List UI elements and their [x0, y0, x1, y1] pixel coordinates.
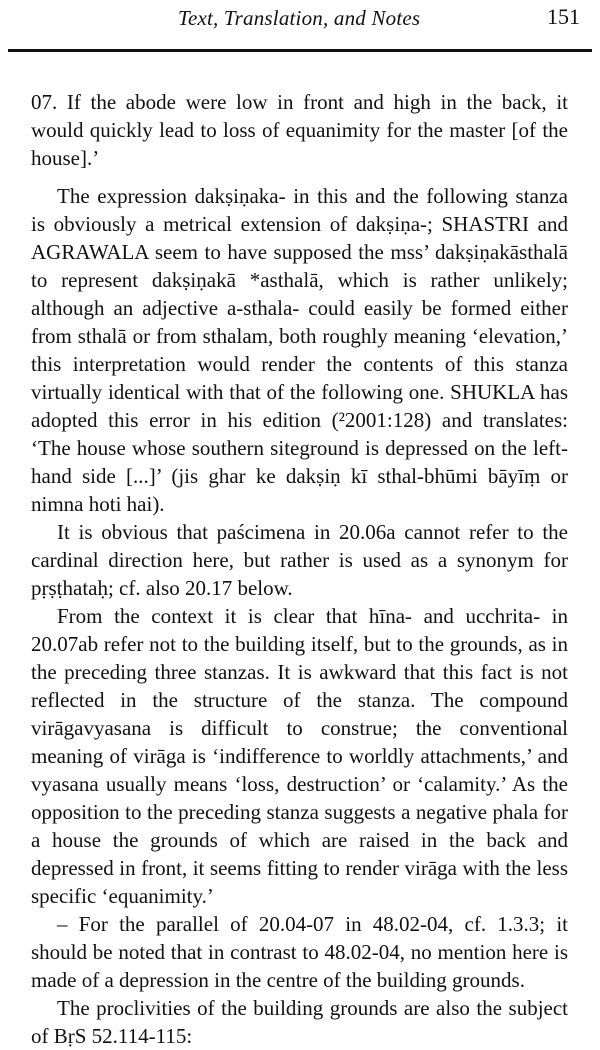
paragraph-parallel-note: – For the parallel of 20.04-07 in 48.02-04, cf. 1.3.3; it should be noted that in contrast to 48.02-04, no mention here is made of a depression in the centre of the building grounds.: [31, 912, 568, 992]
running-header: [0, 6, 600, 32]
paragraph-proclivities-note: The proclivities of the building grounds are also the subject of BṛS 52.114-115:: [31, 996, 568, 1048]
body-text: [31, 88, 568, 1050]
header-rule: [8, 49, 592, 52]
paragraph-expression-note: The expression dakṣiṇaka- in this and the following stanza is obviously a metrical extension of dakṣiṇa-; SHASTRI and AGRAWALA seem to have supposed the mss’ dakṣiṇakāsthalā to represent dakṣiṇakā *asthalā, which is rather unlikely; although an adjective a-sthala- could easily be formed either from sthalā or from sthalam, both roughly meaning ‘elevation,’ this interpretation would render the contents of this stanza virtually identical with that of the following one. SHUKLA has adopted this error in his edition (²2001:128) and translates: ‘The house whose southern siteground is depressed on the left-hand side [...]’ (jis ghar ke dakṣiṇ kī sthal-bhūmi bāyīṃ or nimna hoti hai).: [31, 184, 568, 516]
page-number: 151: [547, 4, 580, 29]
running-title: Text, Translation, and Notes: [178, 6, 421, 30]
paragraph-pascimena-note: It is obvious that paścimena in 20.06a cannot refer to the cardinal direction here, but rather is used as a synonym for pṛṣṭhataḥ; cf. also 20.17 below.: [31, 520, 568, 600]
paragraph-translation-07: 07. If the abode were low in front and high in the back, it would quickly lead to loss of equanimity for the master [of the house].’: [31, 90, 568, 170]
paragraph-context-note: From the context it is clear that hīna- and ucchrita- in 20.07ab refer not to the building itself, but to the grounds, as in the preceding three stanzas. It is awkward that this fact is not reflected in the structure of the stanza. The compound virāgavyasana is difficult to construe; the conventional meaning of virāga is ‘indifference to worldly attachments,’ and vyasana usually means ‘loss, destruction’ or ‘calamity.’ As the opposition to the preceding stanza suggests a negative phala for a house the grounds of which are raised in the back and depressed in front, it seems fitting to render virāga with the less specific ‘equanimity.’: [31, 604, 568, 908]
